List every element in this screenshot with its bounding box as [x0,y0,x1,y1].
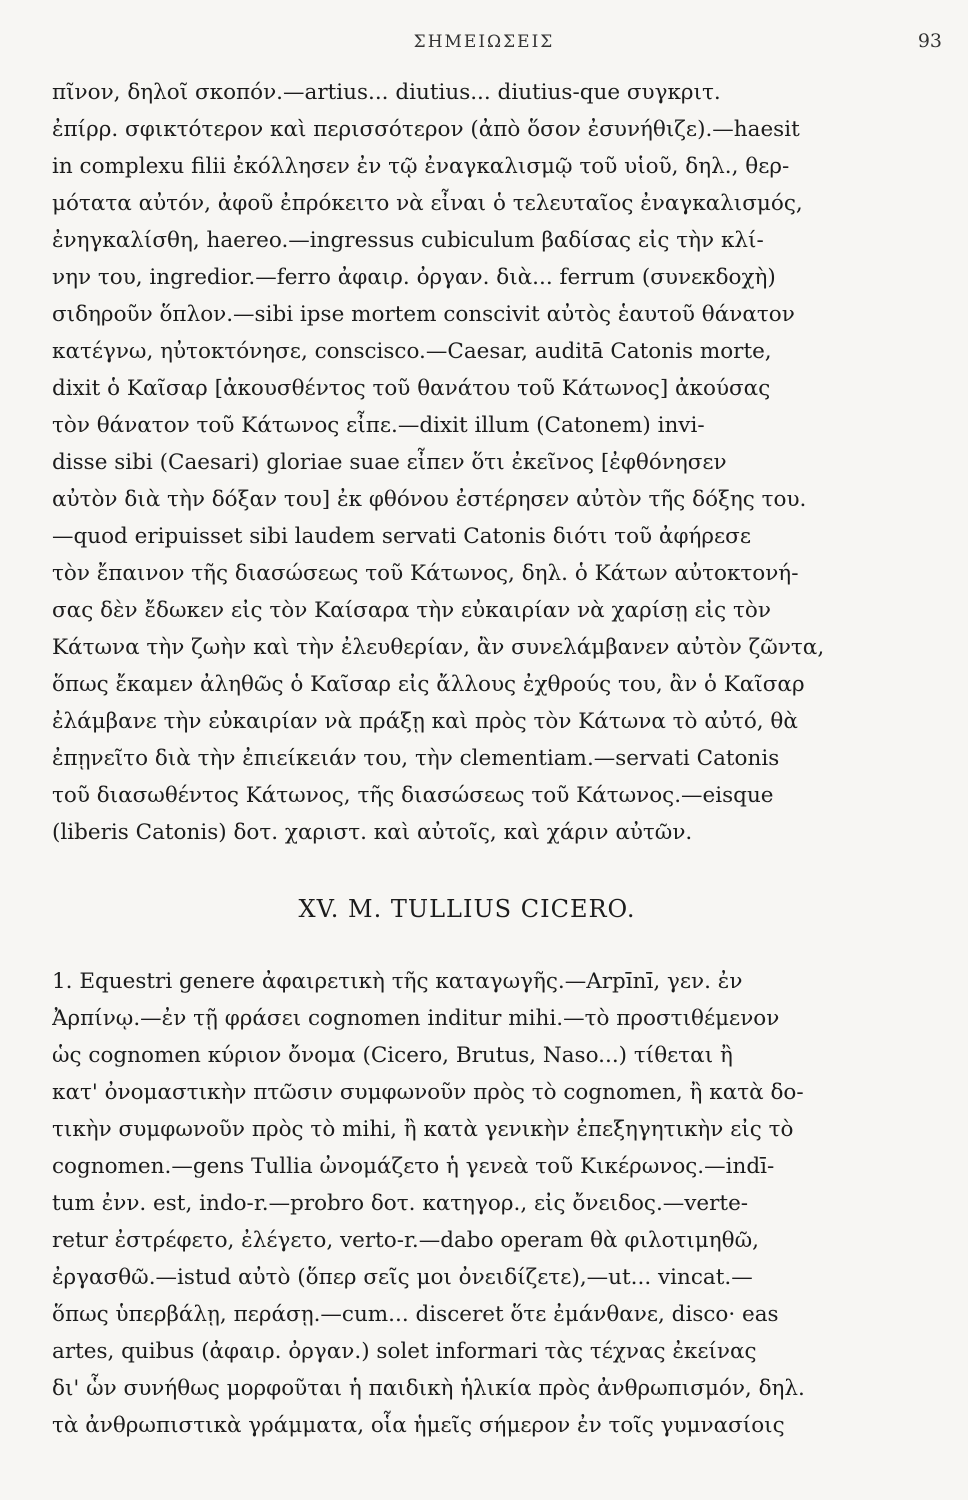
section-heading: XV. M. TULLIUS CICERO. [298,895,636,923]
text-line: ἐπῃνεῖτο διὰ τὴν ἐπιείκειάν του, τὴν clementiam.—servati Catonis [52,746,780,771]
text-line: τικὴν συμφωνοῦν πρὸς τὸ mihi, ἢ κατὰ γενικὴν ἐπεξηγητικὴν εἰς τὸ [52,1117,794,1142]
text-line: αὐτὸν διὰ τὴν δόξαν του] ἐκ φθόνου ἐστέρησεν αὐτὸν τῆς δόξης του. [52,487,807,512]
text-line: —quod eripuisset sibi laudem servati Catonis διότι τοῦ ἀφήρεσε [52,524,751,549]
text-line: τοῦ διασωθέντος Κάτωνος, τῆς διασώσεως τοῦ Κάτωνος.—eisque [52,783,774,808]
text-line: ἐλάμβανε τὴν εὐκαιρίαν νὰ πράξῃ καὶ πρὸς τὸν Κάτωνα τὸ αὐτό, θὰ [52,709,798,734]
text-line: Κάτωνα τὴν ζωὴν καὶ τὴν ἐλευθερίαν, ἂν συνελάμβανεν αὐτὸν ζῶντα, [52,635,825,660]
text-line: ὅπως ὑπερβάλῃ, περάσῃ.—cum... disceret ὅτε ἐμάνθανε, disco· eas [52,1302,779,1327]
text-line: σιδηροῦν ὅπλον.—sibi ipse mortem conscivit αὐτὸς ἑαυτοῦ θάνατον [52,302,795,327]
text-line: τὸν ἔπαινον τῆς διασώσεως τοῦ Κάτωνος, δηλ. ὁ Κάτων αὐτοκτονή- [52,561,799,586]
text-line: τὸν θάνατον τοῦ Κάτωνος εἶπε.—dixit illum (Catonem) invi- [52,413,705,438]
running-title: ΣΗΜΕΙΩΣΕΙΣ [413,32,555,52]
text-line: τὰ ἀνθρωπιστικὰ γράμματα, οἷα ἡμεῖς σήμερον ἐν τοῖς γυμνασίοις [52,1413,785,1438]
text-line: νην του, ingredior.—ferro ἀφαιρ. ὀργαν. διὰ... ferrum (συνεκδοχὴ) [52,265,776,290]
text-line: cognomen.—gens Tullia ὠνομάζετο ἡ γενεὰ τοῦ Κικέρωνος.—indī- [52,1154,775,1179]
text-block [52,74,882,1444]
text-line: πῖνον, δηλοῖ σκοπόν.—artius... diutius... diutius-que συγκριτ. [52,80,721,105]
text-line: ἐργασθῶ.—istud αὐτὸ (ὅπερ σεῖς μοι ὀνειδίζετε),—ut... vincat.— [52,1265,753,1290]
text-line: dixit ὁ Καῖσαρ [ἀκουσθέντος τοῦ θανάτου τοῦ Κάτωνος] ἀκούσας [52,376,771,401]
text-line: ἐπίρρ. σφικτότερον καὶ περισσότερον (ἀπὸ ὅσον ἐσυνήθιζε).—haesit [52,117,800,142]
text-line: artes, quibus (ἀφαιρ. ὀργαν.) solet informari τὰς τέχνας ἐκείνας [52,1339,757,1364]
text-line: (liberis Catonis) δοτ. χαριστ. καὶ αὐτοῖς, καὶ χάριν αὐτῶν. [52,820,693,845]
text-line: δι' ὧν συνήθως μορφοῦται ἡ παιδικὴ ἡλικία πρὸς ἀνθρωπισμόν, δηλ. [52,1376,805,1401]
paragraph-notes-catonis [52,74,882,851]
text-line: 1. Equestri genere ἀφαιρετικὴ τῆς καταγωγῆς.—Arpīnī, γεν. ἐν [52,969,743,994]
paragraph-notes-cicero [52,963,882,1444]
text-line: retur ἐστρέφετο, ἐλέγετο, verto-r.—dabo operam θὰ φιλοτιμηθῶ, [52,1228,759,1253]
text-line: tum ἐνν. est, indo-r.—probro δοτ. κατηγορ., εἰς ὄνειδος.—verte- [52,1191,749,1216]
text-line: in complexu filii ἐκόλλησεν ἐν τῷ ἐναγκαλισμῷ τοῦ υἱοῦ, δηλ., θερ- [52,154,790,179]
text-line: κατ' ὀνομαστικὴν πτῶσιν συμφωνοῦν πρὸς τὸ cognomen, ἢ κατὰ δο- [52,1080,804,1105]
text-line: Ἀρπίνῳ.—ἐν τῇ φράσει cognomen inditur mihi.—τὸ προστιθέμενον [52,1006,780,1031]
page-number: 93 [917,30,942,52]
text-line: disse sibi (Caesari) gloriae suae εἶπεν ὅτι ἐκεῖνος [ἐφθόνησεν [52,450,727,475]
text-line: ἐνηγκαλίσθη, haereo.—ingressus cubiculum βαδίσας εἰς τὴν κλί- [52,228,764,253]
text-line: κατέγνω, ηὐτοκτόνησε, conscisco.—Caesar, auditā Catonis morte, [52,339,772,364]
text-line: μότατα αὐτόν, ἀφοῦ ἐπρόκειτο νὰ εἶναι ὁ τελευταῖος ἐναγκαλισμός, [52,191,803,216]
text-line: ὅπως ἔκαμεν ἀληθῶς ὁ Καῖσαρ εἰς ἄλλους ἐχθρούς του, ἂν ὁ Καῖσαρ [52,672,805,697]
text-line: σας δὲν ἔδωκεν εἰς τὸν Καίσαρα τὴν εὐκαιρίαν νὰ χαρίσῃ εἰς τὸν [52,598,771,623]
text-line: ὡς cognomen κύριον ὄνομα (Cicero, Brutus, Naso...) τίθεται ἢ [52,1043,733,1068]
